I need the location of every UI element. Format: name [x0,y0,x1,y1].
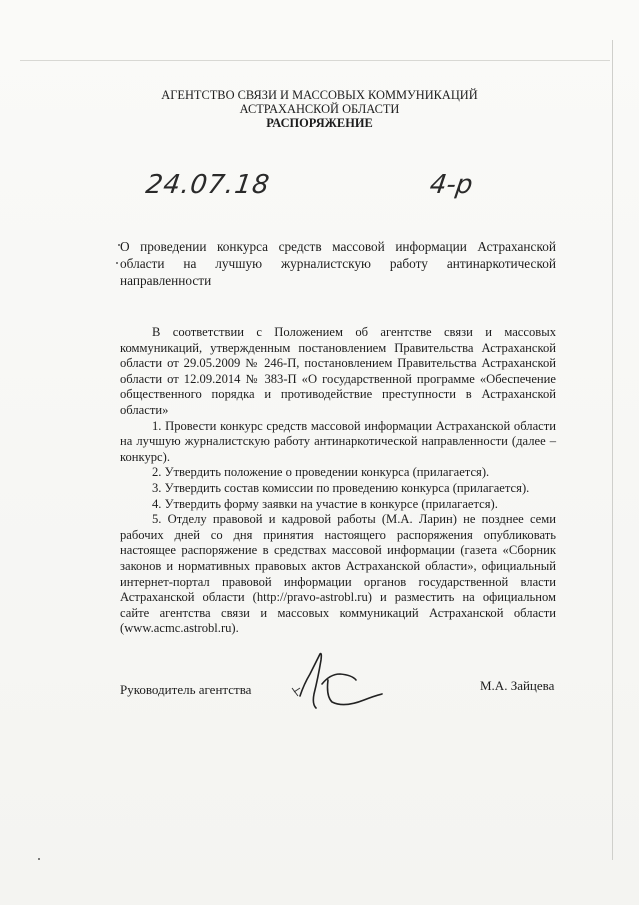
scan-speck [116,262,118,264]
item-5: 5. Отделу правовой и кадровой работы (М.А. Ларин) не позднее семи рабочих дней со дня принятия настоящего распоряжения опубликовать настоящее распоряжение в средствах массовой информации (газета «Сборник законов и нормативных правовых актов Астраханской области», официальный интернет-портал правовой информации органов государственной власти Астраханской области (http://pravo-astrobl.ru) и разместить на официальном сайте агентства связи и массовых коммуникаций Астраханской области (www.acmc.astrobl.ru). [120,512,556,636]
scan-edge-top [20,60,610,61]
item-2: 2. Утвердить положение о проведении конкурса (прилагается). [152,465,490,480]
document-body [120,325,556,637]
scan-speck [118,244,120,246]
signatory-name: М.А. Зайцева [480,678,555,693]
preamble: В соответствии с Положением об агентстве связи и массовых коммуникаций, утвержденным постановлением Правительства Астраханской области от 29.05.2009 № 246-П, постановлением Правительства Астраханской области от 12.09.2014 № 383-П «О государственной программе «Обеспечение общественного порядка и противодействие преступности в Астраханской области» [120,325,556,417]
document-header [0,88,639,130]
item-3: 3. Утвердить состав комиссии по проведению конкурса (прилагается). [152,480,530,495]
item-1: 1. Провести конкурс средств массовой информации Астраханской области на лучшую журналистскую работу антинаркотической направленности (далее – конкурс). [120,418,556,464]
agency-name: АГЕНТСТВО СВЯЗИ И МАССОВЫХ КОММУНИКАЦИЙ [161,88,478,102]
document-title: О проведении конкурса средств массовой информации Астраханской области на лучшую журналистскую работу антинаркотической направленности [120,239,556,288]
scan-edge-right [612,40,613,860]
handwritten-number: 4-р [427,170,475,200]
agency-region: АСТРАХАНСКОЙ ОБЛАСТИ [239,102,400,116]
handwritten-date: 24.07.18 [143,170,272,200]
document-type: РАСПОРЯЖЕНИЕ [266,116,373,130]
signatory-position: Руководитель агентства [120,682,252,697]
scan-speck [38,858,40,860]
handwritten-signature [286,644,386,724]
item-4: 4. Утвердить форму заявки на участие в конкурсе (прилагается). [152,496,498,511]
